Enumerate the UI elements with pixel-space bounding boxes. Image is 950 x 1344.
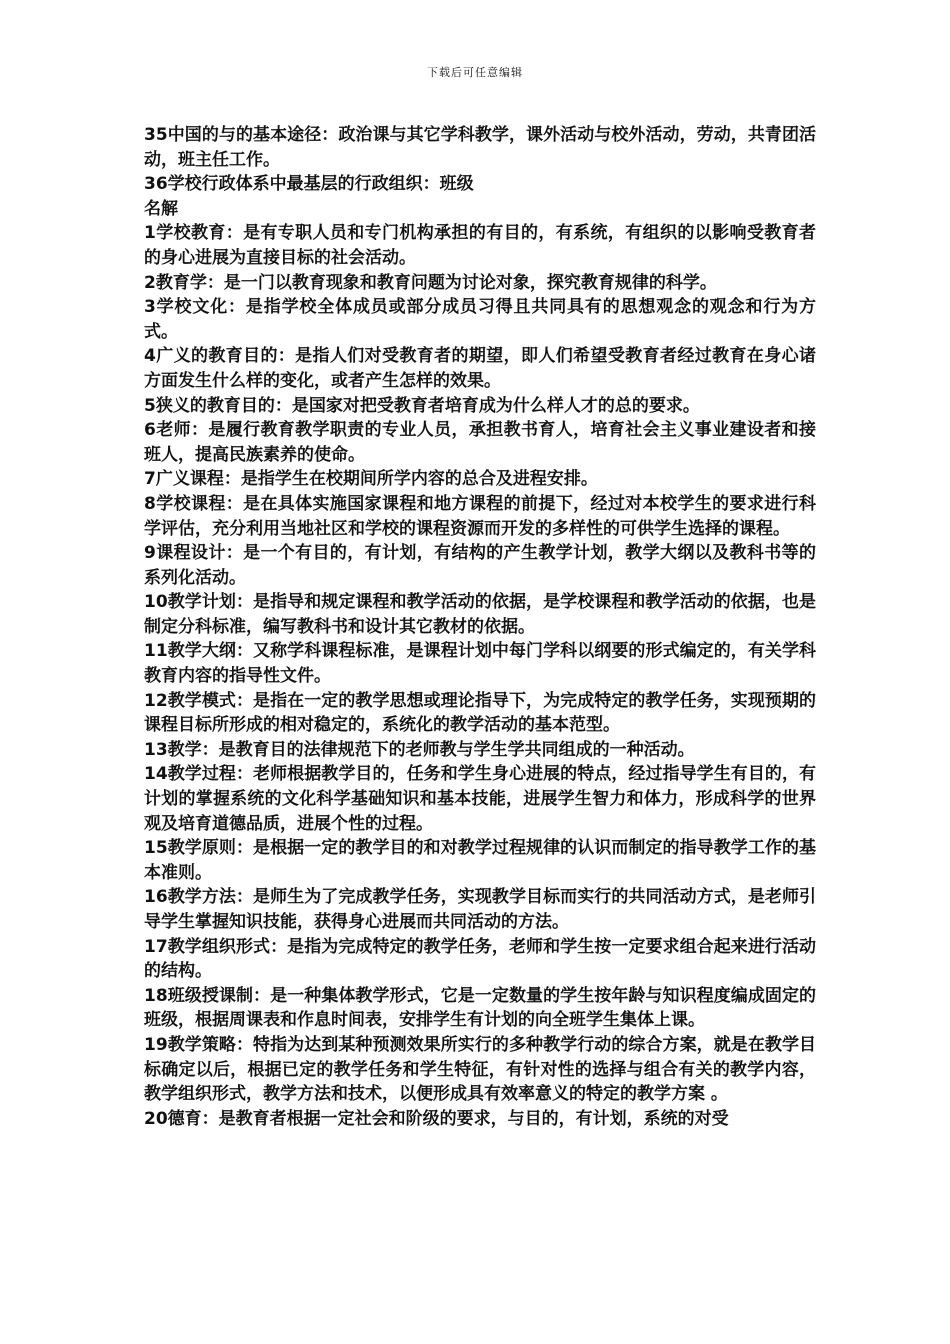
definition-14-teaching-process: 14教学过程：老师根据教学目的，任务和学生身心进展的特点，经过指导学生有目的，有计划的掌握系统的文化科学基础知识和基本技能，进展学生智力和体力，形成科学的世界观及培育道德品质，进展个性的过程。 — [144, 764, 816, 834]
paragraph-35-moral-education-paths: 35中国的与的基本途径：政治课与其它学科教学，课外活动与校外活动，劳动，共青团活动，班主任工作。 — [144, 125, 816, 170]
page-header: 下载后可任意编辑 — [427, 66, 523, 79]
definition-7-broad-curriculum: 7广义课程：是指学生在校期间所学内容的总合及进程安排。 — [144, 469, 598, 490]
definition-20-moral-education: 20德育：是教育者根据一定社会和阶级的要求，与目的，有计划，系统的对受 — [144, 1108, 729, 1129]
definition-10-teaching-plan: 10教学计划：是指导和规定课程和教学活动的依据，是学校课程和教学活动的依据，也是制定分科标准，编写教科书和设计其它教材的依据。 — [144, 592, 816, 637]
definition-17-teaching-organization: 17教学组织形式：是指为完成特定的教学任务，老师和学生按一定要求组合起来进行活动的结构。 — [144, 936, 816, 982]
definition-3-school-culture: 3学校文化：是指学校全体成员或部分成员习得且共同具有的思想观念的观念和行为方式。 — [144, 297, 816, 342]
definition-18-class-teaching-system: 18班级授课制：是一种集体教学形式，它是一定数量的学生按年龄与知识程度编成固定的班级，根据周课表和作息时间表，安排学生有计划的向全班学生集体上课。 — [144, 985, 816, 1031]
definition-12-teaching-model: 12教学模式：是指在一定的教学思想或理论指导下，为完成特定的教学任务，实现预期的课程目标所形成的相对稳定的，系统化的教学活动的基本范型。 — [144, 690, 816, 736]
definition-5-narrow-education-aim: 5狭义的教育目的：是国家对把受教育者培育成为什么样人才的总的要求。 — [144, 395, 700, 416]
definition-6-teacher: 6老师：是履行教育教学职责的专业人员，承担教书育人，培育社会主义事业建设者和接班人，提高民族素养的使命。 — [144, 420, 816, 465]
definition-2-pedagogy: 2教育学：是一门以教育现象和教育问题为讨论对象，探究教育规律的科学。 — [144, 272, 717, 293]
paragraph-36-basic-admin-unit: 36学校行政体系中最基层的行政组织：班级 — [144, 174, 474, 195]
section-heading-definitions: 名解 — [144, 198, 178, 219]
document-body — [144, 123, 816, 1131]
definition-15-teaching-principles: 15教学原则：是根据一定的教学目的和对教学过程规律的认识而制定的指导教学工作的基本准则。 — [144, 838, 816, 883]
definition-8-school-curriculum: 8学校课程：是在具体实施国家课程和地方课程的前提下，经过对本校学生的要求进行科学评估，充分利用当地社区和学校的课程资源而开发的多样性的可供学生选择的课程。 — [144, 493, 816, 539]
definition-19-teaching-strategy: 19教学策略：特指为达到某种预测效果所实行的多种教学行动的综合方案，就是在教学目标确定以后，根据已定的教学任务和学生特征，有针对性的选择与组合有关的教学内容，教学组织形式，教学方法和技术，以便形成具有效率意义的特定的教学方案 。 — [144, 1034, 816, 1105]
definition-1-school-education: 1学校教育：是有专职人员和专门机构承担的有目的，有系统，有组织的以影响受教育者的身心进展为直接目标的社会活动。 — [144, 223, 816, 268]
definition-9-curriculum-design: 9课程设计：是一个有目的，有计划，有结构的产生教学计划，教学大纲以及教科书等的系列化活动。 — [144, 543, 816, 588]
definition-11-syllabus: 11教学大纲：又称学科课程标准，是课程计划中每门学科以纲要的形式编定的，有关学科教育内容的指导性文件。 — [144, 641, 816, 687]
definition-4-broad-education-aim: 4广义的教育目的：是指人们对受教育者的期望，即人们希望受教育者经过教育在身心诸方面发生什么样的变化，或者产生怎样的效果。 — [144, 346, 816, 391]
definition-13-teaching: 13教学：是教育目的法律规范下的老师教与学生学共同组成的一种活动。 — [144, 739, 695, 760]
definition-16-teaching-methods: 16教学方法：是师生为了完成教学任务，实现教学目标而实行的共同活动方式，是老师引导学生掌握知识技能，获得身心进展而共同活动的方法。 — [144, 887, 816, 932]
